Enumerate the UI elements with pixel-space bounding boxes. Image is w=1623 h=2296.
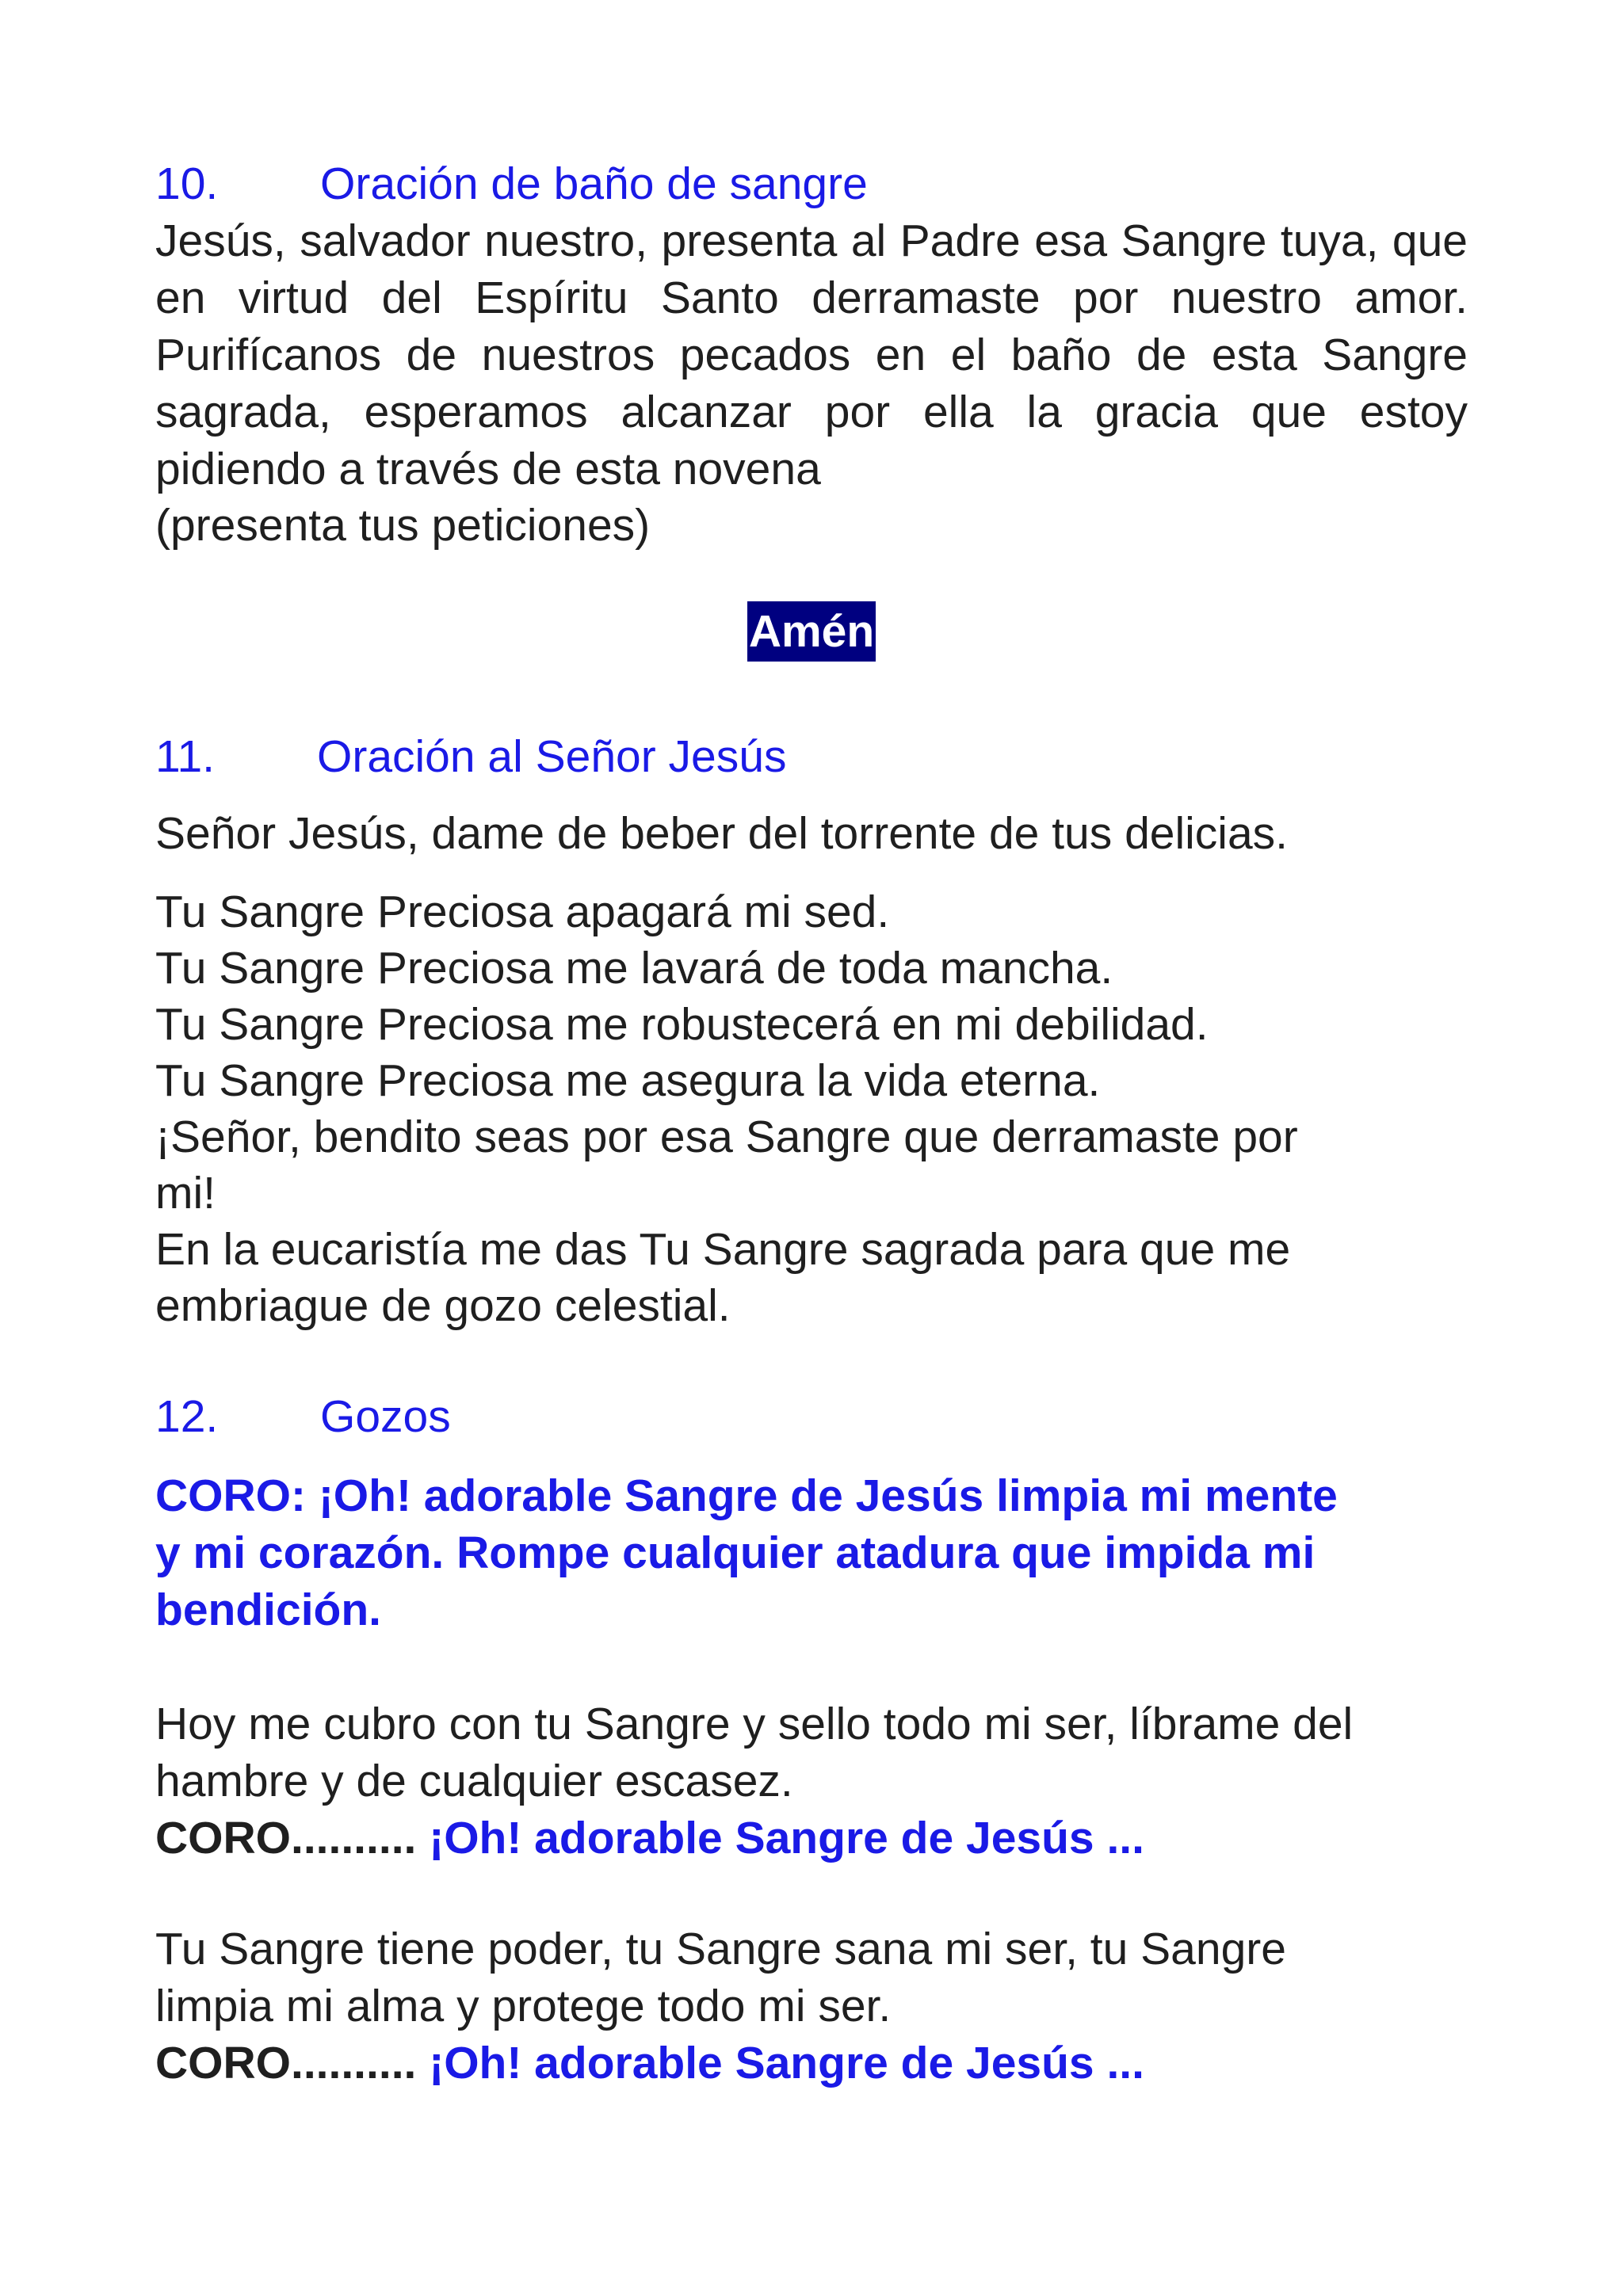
section-title: Oración al Señor Jesús — [317, 731, 787, 782]
coro-line: CORO: ¡Oh! adorable Sangre de Jesús limpia mi mente — [155, 1470, 1338, 1521]
prayer-line: En la eucaristía me das Tu Sangre sagrada para que me — [155, 1224, 1291, 1275]
prayer-paragraph-last-line: (presenta tus peticiones) — [155, 500, 651, 551]
coro-refrain-text: ¡Oh! adorable Sangre de Jesús ... — [429, 1813, 1144, 1863]
coro-refrain-label: CORO.......... — [155, 1813, 417, 1863]
verse-line: Hoy me cubro con tu Sangre y sello todo mi ser, líbrame del — [155, 1699, 1354, 1749]
verse — [155, 1920, 1468, 2092]
amen-label: Amén — [747, 601, 876, 662]
coro-refrain-label: CORO.......... — [155, 2038, 417, 2088]
section-11 — [155, 728, 1468, 1334]
coro-line: bendición. — [155, 1585, 381, 1635]
coro-block — [155, 1467, 1468, 1638]
section-number: 12. — [155, 1391, 219, 1442]
verse — [155, 1695, 1468, 1867]
amen-block — [155, 601, 1468, 665]
coro-line: y mi corazón. Rompe cualquier atadura que impida mi — [155, 1527, 1316, 1578]
coro-refrain — [155, 1810, 1468, 1867]
verse-line: Tu Sangre tiene poder, tu Sangre sana mi ser, tu Sangre — [155, 1924, 1286, 1974]
coro-refrain-text: ¡Oh! adorable Sangre de Jesús ... — [429, 2038, 1144, 2088]
section-title: Oración de baño de sangre — [320, 158, 868, 209]
prayer-intro: Señor Jesús, dame de beber del torrente de tus delicias. — [155, 808, 1289, 859]
section-12 — [155, 1388, 1468, 2092]
section-heading — [155, 155, 1468, 212]
prayer-line: Tu Sangre Preciosa me robustecerá en mi debilidad. — [155, 999, 1209, 1050]
coro-refrain — [155, 2035, 1468, 2092]
section-heading — [155, 728, 1468, 785]
prayer-line: Tu Sangre Preciosa me asegura la vida eterna. — [155, 1055, 1101, 1106]
prayer-lines — [155, 884, 1468, 1334]
prayer-line: Tu Sangre Preciosa apagará mi sed. — [155, 887, 890, 937]
section-number: 11. — [155, 731, 216, 782]
section-title: Gozos — [320, 1391, 451, 1442]
prayer-line: mi! — [155, 1168, 216, 1219]
verse-line: hambre y de cualquier escasez. — [155, 1756, 793, 1806]
document-page — [155, 155, 1468, 2092]
prayer-line: ¡Señor, bendito seas por esa Sangre que derramaste por — [155, 1112, 1298, 1162]
verse-line: limpia mi alma y protege todo mi ser. — [155, 1981, 892, 2031]
section-heading — [155, 1388, 1468, 1445]
section-10 — [155, 155, 1468, 665]
prayer-paragraph: Jesús, salvador nuestro, presenta al Padre esa Sangre tuya, que en virtud del Espíritu Santo derramaste por nuestro amor. Purifícanos de nuestros pecados en el baño de esta Sangre sagrada, esperamos alcanzar por ella la gracia que estoy pidiendo a través de esta novena — [155, 215, 1468, 494]
section-number: 10. — [155, 158, 219, 209]
prayer-line: Tu Sangre Preciosa me lavará de toda mancha. — [155, 943, 1113, 994]
prayer-line: embriague de gozo celestial. — [155, 1280, 731, 1331]
